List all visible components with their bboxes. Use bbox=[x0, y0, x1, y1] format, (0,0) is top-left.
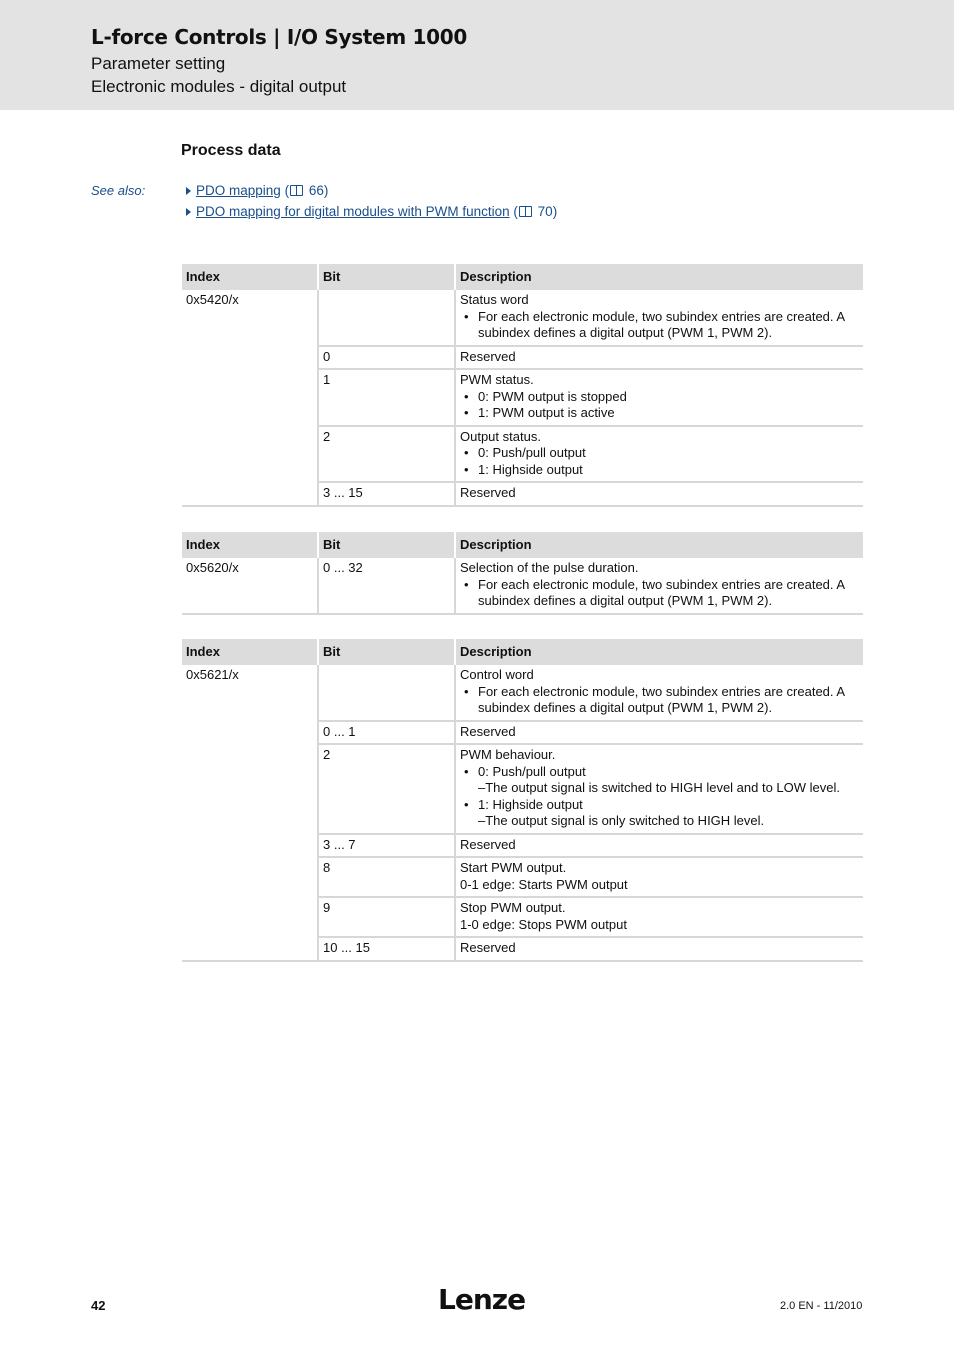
book-icon bbox=[290, 185, 303, 196]
table-row bbox=[182, 665, 863, 721]
see-also-link-pdo-mapping[interactable]: PDO mapping ( 66) bbox=[186, 183, 557, 204]
document-title: L-force Controls | I/O System 1000 bbox=[91, 25, 467, 49]
header-bit: Bit bbox=[318, 264, 455, 290]
bit-cell: 0 ... 1 bbox=[318, 721, 455, 745]
description-cell: Control word • For each electronic module, two subindex entries are created. A subindex defines a digital output (PWM 1, PWM 2). bbox=[455, 665, 863, 721]
list-item: • 0: PWM output is stopped bbox=[460, 389, 859, 406]
chapter-title: Parameter setting bbox=[91, 54, 226, 73]
list-item: • 1: Highside output –The output signal is only switched to HIGH level. bbox=[460, 797, 859, 830]
table-header-row bbox=[182, 639, 863, 665]
bit-cell: 1 bbox=[318, 369, 455, 426]
table-pulse-duration bbox=[182, 532, 863, 615]
arrow-right-icon bbox=[186, 187, 191, 195]
page-number: 42 bbox=[91, 1298, 106, 1313]
description-cell: Output status. • 0: Push/pull output • 1: Highside output bbox=[455, 426, 863, 483]
index-cell: 0x5620/x bbox=[182, 558, 318, 614]
bit-cell: 3 ... 7 bbox=[318, 834, 455, 858]
table-row bbox=[182, 290, 863, 346]
table-header-row bbox=[182, 532, 863, 558]
list-item: • For each electronic module, two subindex entries are created. A subindex defines a digital output (PWM 1, PWM 2). bbox=[460, 309, 859, 342]
header-index: Index bbox=[182, 639, 318, 665]
page-ref: 70) bbox=[537, 204, 558, 219]
header-description: Description bbox=[455, 532, 863, 558]
description-cell: Reserved bbox=[455, 482, 863, 506]
bit-cell bbox=[318, 290, 455, 346]
description-cell: Stop PWM output. 1-0 edge: Stops PWM output bbox=[455, 897, 863, 937]
lenze-logo: Lenze bbox=[438, 1283, 526, 1316]
header-bit: Bit bbox=[318, 639, 455, 665]
page-ref: 66) bbox=[308, 183, 329, 198]
table-header-row bbox=[182, 264, 863, 290]
list-item: • For each electronic module, two subindex entries are created. A subindex defines a digital output (PWM 1, PWM 2). bbox=[460, 684, 859, 717]
header-bit: Bit bbox=[318, 532, 455, 558]
bit-cell bbox=[318, 665, 455, 721]
link-text[interactable]: PDO mapping for digital modules with PWM function bbox=[196, 204, 510, 219]
table-status-word bbox=[182, 264, 863, 507]
table-row bbox=[182, 558, 863, 614]
description-cell: Start PWM output. 0-1 edge: Starts PWM output bbox=[455, 857, 863, 897]
book-icon bbox=[519, 206, 532, 217]
list-item: • 1: Highside output bbox=[460, 462, 859, 479]
description-cell: Status word • For each electronic module, two subindex entries are created. A subindex defines a digital output (PWM 1, PWM 2). bbox=[455, 290, 863, 346]
bit-cell: 2 bbox=[318, 426, 455, 483]
description-cell: Reserved bbox=[455, 346, 863, 370]
list-item: • For each electronic module, two subindex entries are created. A subindex defines a digital output (PWM 1, PWM 2). bbox=[460, 577, 859, 610]
description-cell: PWM behaviour. • 0: Push/pull output –The output signal is switched to HIGH level and to LOW level. • 1: Highside output –The output signal is only switched to HIGH level. bbox=[455, 744, 863, 834]
list-item: • 0: Push/pull output bbox=[460, 445, 859, 462]
bit-cell: 3 ... 15 bbox=[318, 482, 455, 506]
header-description: Description bbox=[455, 639, 863, 665]
see-also-link-pdo-mapping-pwm[interactable]: PDO mapping for digital modules with PWM function ( 70) bbox=[186, 204, 557, 225]
table-control-word bbox=[182, 639, 863, 962]
header-index: Index bbox=[182, 264, 318, 290]
description-cell: Reserved bbox=[455, 834, 863, 858]
see-also-links bbox=[186, 183, 557, 225]
description-cell: PWM status. • 0: PWM output is stopped • 1: PWM output is active bbox=[455, 369, 863, 426]
section-heading: Process data bbox=[181, 142, 281, 159]
description-cell: Reserved bbox=[455, 721, 863, 745]
index-cell: 0x5420/x bbox=[182, 290, 318, 506]
bit-cell: 2 bbox=[318, 744, 455, 834]
list-item: • 1: PWM output is active bbox=[460, 405, 859, 422]
section-subtitle: Electronic modules - digital output bbox=[91, 77, 347, 96]
see-also-label: See also: bbox=[91, 183, 146, 198]
bit-cell: 9 bbox=[318, 897, 455, 937]
header-index: Index bbox=[182, 532, 318, 558]
bit-cell: 0 ... 32 bbox=[318, 558, 455, 614]
link-text[interactable]: PDO mapping bbox=[196, 183, 281, 198]
description-cell: Selection of the pulse duration. • For each electronic module, two subindex entries are created. A subindex defines a digital output (PWM 1, PWM 2). bbox=[455, 558, 863, 614]
bit-cell: 0 bbox=[318, 346, 455, 370]
bit-cell: 10 ... 15 bbox=[318, 937, 455, 961]
arrow-right-icon bbox=[186, 208, 191, 216]
index-cell: 0x5621/x bbox=[182, 665, 318, 961]
document-version: 2.0 EN - 11/2010 bbox=[780, 1300, 863, 1312]
page-header bbox=[0, 0, 954, 110]
list-item: • 0: Push/pull output –The output signal is switched to HIGH level and to LOW level. bbox=[460, 764, 859, 797]
description-cell: Reserved bbox=[455, 937, 863, 961]
header-description: Description bbox=[455, 264, 863, 290]
bit-cell: 8 bbox=[318, 857, 455, 897]
